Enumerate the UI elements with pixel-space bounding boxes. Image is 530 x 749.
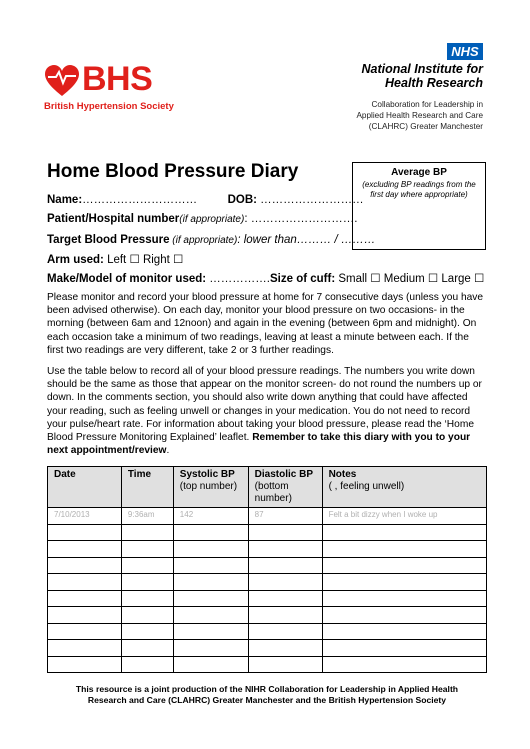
header-notes: Notes ( , feeling unwell) xyxy=(322,467,486,508)
cell-date[interactable] xyxy=(48,656,122,673)
target-bp-hint: (if appropriate) xyxy=(169,235,238,246)
table-row xyxy=(48,640,487,657)
instructions-reminder: Remember to take this diary with you to your next appointment/review xyxy=(47,432,471,457)
cell-date[interactable] xyxy=(48,623,122,640)
nihr-sub-line: (CLAHRC) Greater Manchester xyxy=(368,122,483,131)
table-row xyxy=(48,623,487,640)
instructions-paragraph-2 xyxy=(47,365,487,457)
cell-time[interactable] xyxy=(121,607,173,624)
nihr-sub-line: Applied Health Research and Care xyxy=(356,111,483,120)
cell-time[interactable] xyxy=(121,656,173,673)
target-bp-field[interactable]: : lower than……… / ……… xyxy=(237,234,376,246)
cell-diastolic[interactable] xyxy=(248,524,322,541)
table-row xyxy=(48,590,487,607)
footer-credit xyxy=(40,684,494,706)
bhs-wordmark: BHS xyxy=(82,60,153,98)
cell-diastolic[interactable] xyxy=(248,541,322,558)
table-row-example xyxy=(48,508,487,525)
cell-diastolic[interactable] xyxy=(248,623,322,640)
instructions-text: Use the table below to record all of your blood pressure readings. The numbers you write down should be the same as those that appear on the monitor screen- do not round the numbers up or down. In the comments section, you should also write down anything that could have affected your reading, such as feeling unwell or changes in your medication. You do not need to record your pulse/heart rate. For information about taking your blood pressure, please read the ‘Home Blood Pressure Monitoring Explained’ leaflet. xyxy=(47,366,482,444)
cell-diastolic[interactable] xyxy=(248,640,322,657)
cell-time[interactable] xyxy=(121,541,173,558)
monitor-line xyxy=(47,271,484,285)
cell-systolic[interactable]: 142 xyxy=(173,508,248,525)
nihr-title-line: National Institute for xyxy=(361,62,483,76)
cell-systolic[interactable] xyxy=(173,656,248,673)
name-field[interactable]: ………………………… xyxy=(82,194,198,206)
arm-used-label: Arm used: xyxy=(47,254,104,266)
cell-notes[interactable] xyxy=(322,640,486,657)
page-title: Home Blood Pressure Diary xyxy=(47,161,299,182)
cuff-options[interactable]: Small ☐ Medium ☐ Large ☐ xyxy=(335,273,485,285)
cell-notes[interactable] xyxy=(322,541,486,558)
table-header-row xyxy=(48,467,487,508)
cell-date[interactable] xyxy=(48,607,122,624)
table-row xyxy=(48,607,487,624)
cell-notes[interactable] xyxy=(322,524,486,541)
cell-time[interactable] xyxy=(121,574,173,591)
header-systolic-sub: (top number) xyxy=(179,481,238,492)
cell-date[interactable]: 7/10/2013 xyxy=(48,508,122,525)
cell-diastolic[interactable]: 87 xyxy=(248,508,322,525)
cell-date[interactable] xyxy=(48,524,122,541)
header-time: Time xyxy=(121,467,173,508)
nihr-subtitle xyxy=(356,99,483,132)
cell-time[interactable] xyxy=(121,640,173,657)
target-bp-line xyxy=(47,234,375,246)
cell-diastolic[interactable] xyxy=(248,557,322,574)
cell-systolic[interactable] xyxy=(173,524,248,541)
cell-notes[interactable] xyxy=(322,557,486,574)
header-systolic: Systolic BP (top number) xyxy=(173,467,248,508)
nihr-sub-line: Collaboration for Leadership in xyxy=(371,100,483,109)
cell-systolic[interactable] xyxy=(173,557,248,574)
cell-notes[interactable]: Felt a bit dizzy when I woke up xyxy=(322,508,486,525)
average-bp-note: (excluding BP readings from the first day where appropriate) xyxy=(362,180,476,199)
arm-used-line xyxy=(47,252,183,266)
cell-date[interactable] xyxy=(48,640,122,657)
cell-date[interactable] xyxy=(48,557,122,574)
table-row xyxy=(48,557,487,574)
nihr-title xyxy=(361,62,483,90)
footer-line: Research and Care (CLAHRC) Greater Manchester and the British Hypertension Society xyxy=(87,695,447,705)
cell-diastolic[interactable] xyxy=(248,607,322,624)
cell-systolic[interactable] xyxy=(173,640,248,657)
bp-diary-table xyxy=(47,466,487,673)
average-bp-title: Average BP xyxy=(391,167,447,178)
footer-line: This resource is a joint production of the NIHR Collaboration for Leadership in Applied Health xyxy=(75,684,459,694)
arm-options[interactable]: Left ☐ Right ☐ xyxy=(103,254,184,266)
cell-diastolic[interactable] xyxy=(248,590,322,607)
cell-notes[interactable] xyxy=(322,656,486,673)
header-date: Date xyxy=(48,467,122,508)
table-row xyxy=(48,656,487,673)
patient-number-label: Patient/Hospital number xyxy=(47,213,180,225)
instructions-paragraph-1: Please monitor and record your blood pressure at home for 7 consecutive days (unless you have been advised otherwise). On each day, monitor your blood pressure on two occasions- in the morning (between 6am and 12noon) and again in the evening (between 6pm and midnight). On each occasion take a minimum of two readings, leaving at least a minute between each. If the first two readings are very different, take 2 or 3 further readings. xyxy=(47,292,484,356)
cell-systolic[interactable] xyxy=(173,607,248,624)
cell-diastolic[interactable] xyxy=(248,656,322,673)
cell-date[interactable] xyxy=(48,541,122,558)
cell-systolic[interactable] xyxy=(173,574,248,591)
cell-time[interactable] xyxy=(121,590,173,607)
monitor-field[interactable]: ……………. xyxy=(206,273,270,285)
header-notes-sub: ( , feeling unwell) xyxy=(328,481,405,492)
patient-number-field[interactable]: : ………………………. xyxy=(244,213,358,225)
cuff-label: Size of cuff: xyxy=(269,273,336,285)
cell-systolic[interactable] xyxy=(173,541,248,558)
target-bp-label: Target Blood Pressure xyxy=(47,234,170,246)
cell-date[interactable] xyxy=(48,574,122,591)
name-label: Name: xyxy=(47,194,83,206)
cell-notes[interactable] xyxy=(322,607,486,624)
cell-diastolic[interactable] xyxy=(248,574,322,591)
instructions-end: . xyxy=(166,445,170,457)
cell-notes[interactable] xyxy=(322,623,486,640)
cell-time[interactable] xyxy=(121,557,173,574)
patient-number-line xyxy=(47,213,357,225)
table-row xyxy=(48,574,487,591)
cell-systolic[interactable] xyxy=(173,623,248,640)
table-row xyxy=(48,524,487,541)
monitor-label: Make/Model of monitor used: xyxy=(47,273,207,285)
patient-number-hint: (if appropriate) xyxy=(179,214,245,225)
cell-notes[interactable] xyxy=(322,574,486,591)
table-row xyxy=(48,541,487,558)
cell-time[interactable]: 9:36am xyxy=(121,508,173,525)
nhs-badge: NHS xyxy=(447,43,483,60)
cell-systolic[interactable] xyxy=(173,590,248,607)
dob-label: DOB: xyxy=(227,194,257,206)
header-diastolic-sub: (bottom number) xyxy=(254,481,292,504)
name-dob-line xyxy=(47,194,364,206)
bhs-logo xyxy=(44,62,194,112)
cell-time[interactable] xyxy=(121,623,173,640)
cell-time[interactable] xyxy=(121,524,173,541)
header-diastolic: Diastolic BP (bottom number) xyxy=(248,467,322,508)
nihr-title-line: Health Research xyxy=(385,76,483,90)
cell-date[interactable] xyxy=(48,590,122,607)
bhs-subtitle: British Hypertension Society xyxy=(44,101,174,112)
cell-notes[interactable] xyxy=(322,590,486,607)
heart-logo-icon xyxy=(44,64,80,98)
dob-field[interactable]: ……………………… xyxy=(260,194,364,206)
